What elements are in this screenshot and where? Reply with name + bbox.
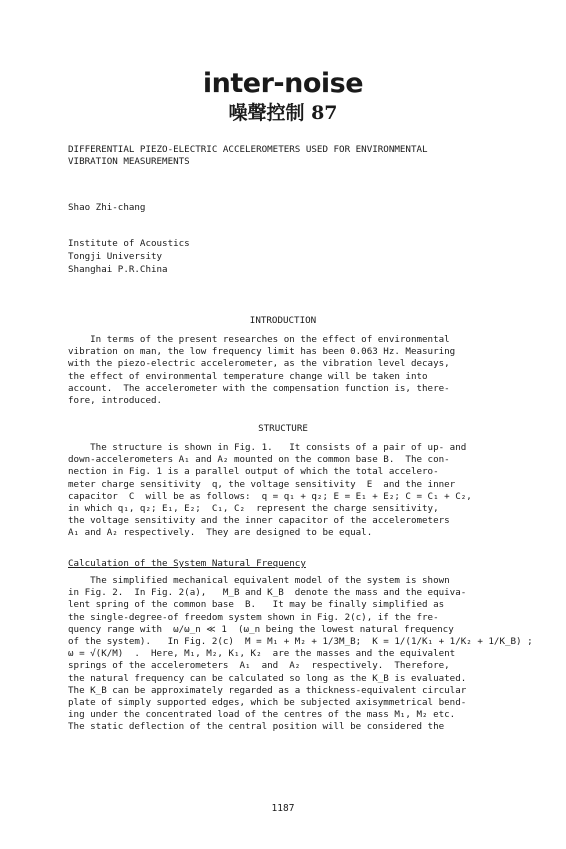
calculation-line: in Fig. 2. In Fig. 2(a), M_B and K_B denote the mass and the equiva-	[68, 587, 467, 599]
calculation-line: The static deflection of the central position will be considered the	[68, 721, 445, 733]
calculation-heading: Calculation of the System Natural Frequency	[68, 558, 306, 569]
calculation-line: The K_B can be approximately regarded as a thickness-equivalent circular	[68, 684, 467, 696]
introduction-line: the effect of environmental temperature change will be taken into	[68, 370, 428, 382]
structure-line: the voltage sensitivity and the inner capacitor of the accelerometers	[68, 515, 450, 527]
paper-title-line-2: VIBRATION MEASUREMENTS	[68, 156, 190, 167]
calculation-line: ω = √(K/M) . Here, M₁, M₂, K₁, K₂ are the masses and the equivalent	[68, 648, 456, 660]
calculation-line: lent spring of the common base B. It may be finally simplified as	[68, 599, 445, 611]
introduction-heading: INTRODUCTION	[249, 315, 317, 326]
introduction-line: In terms of the present researches on the effect of environmental	[68, 334, 450, 345]
calculation-line: ing under the concentrated load of the centres of the mass M₁, M₂ etc.	[68, 709, 456, 721]
affiliation-line-1: Institute of Acoustics	[68, 238, 190, 249]
structure-body	[68, 442, 498, 540]
introduction-line: with the piezo-electric accelerometer, as the vibration level decays,	[68, 358, 450, 370]
affiliation-line-2: Tongji University	[68, 251, 163, 262]
page-number: 1187	[271, 803, 295, 814]
structure-line: A₁ and A₂ respectively. They are designed to be equal.	[68, 527, 373, 539]
author-name: Shao Zhi-chang	[68, 202, 146, 213]
calculation-body	[68, 575, 533, 734]
conference-logo	[0, 70, 566, 124]
calculation-line: quency range with ω/ω_n ≪ 1 (ω_n being the lowest natural frequency	[68, 623, 454, 635]
structure-line: nection in Fig. 1 is a parallel output of which the total accelero-	[68, 466, 439, 478]
structure-line: in which q₁, q₂; E₁, E₂; C₁, C₂ represent the charge sensitivity,	[68, 503, 439, 515]
structure-line: The structure is shown in Fig. 1. It consists of a pair of up- and	[68, 442, 467, 453]
introduction-line: account. The accelerometer with the compensation function is, there-	[68, 382, 450, 394]
calculation-line: the natural frequency can be calculated so long as the K_B is evaluated.	[68, 672, 467, 684]
introduction-line: vibration on man, the low frequency limit has been 0.063 Hz. Measuring	[68, 346, 456, 358]
structure-line: capacitor C will be as follows: q = q₁ + q₂; E = E₁ + E₂; C = C₁ + C₂,	[68, 490, 472, 502]
calculation-line: of the system). In Fig. 2(c) M = M₁ + M₂ + 1/3M_B; K = 1/(1/K₁ + 1/K₂ + 1/K_B) ;	[68, 636, 533, 648]
calculation-line: The simplified mechanical equivalent model of the system is shown	[68, 575, 450, 586]
structure-line: meter charge sensitivity q, the voltage sensitivity E and the inner	[68, 478, 456, 490]
paper-title-line-1: DIFFERENTIAL PIEZO-ELECTRIC ACCELEROMETERS USED FOR ENVIRONMENTAL	[68, 144, 428, 155]
structure-line: down-accelerometers A₁ and A₂ mounted on the common base B. The con-	[68, 454, 450, 466]
introduction-body	[68, 334, 498, 407]
logo-wordmark: inter-noise	[202, 68, 364, 99]
structure-heading: STRUCTURE	[258, 423, 308, 434]
calculation-line: plate of simply supported edges, which be subjected axisymmetrical bend-	[68, 697, 467, 709]
affiliation-line-3: Shanghai P.R.China	[68, 264, 168, 275]
logo-cjk-mark: 噪聲控制 87	[228, 102, 338, 124]
calculation-line: springs of the accelerometers A₁ and A₂ respectively. Therefore,	[68, 660, 450, 672]
introduction-line: fore, introduced.	[68, 395, 163, 407]
calculation-line: the single-degree-of freedom system shown in Fig. 2(c), if the fre-	[68, 611, 439, 623]
